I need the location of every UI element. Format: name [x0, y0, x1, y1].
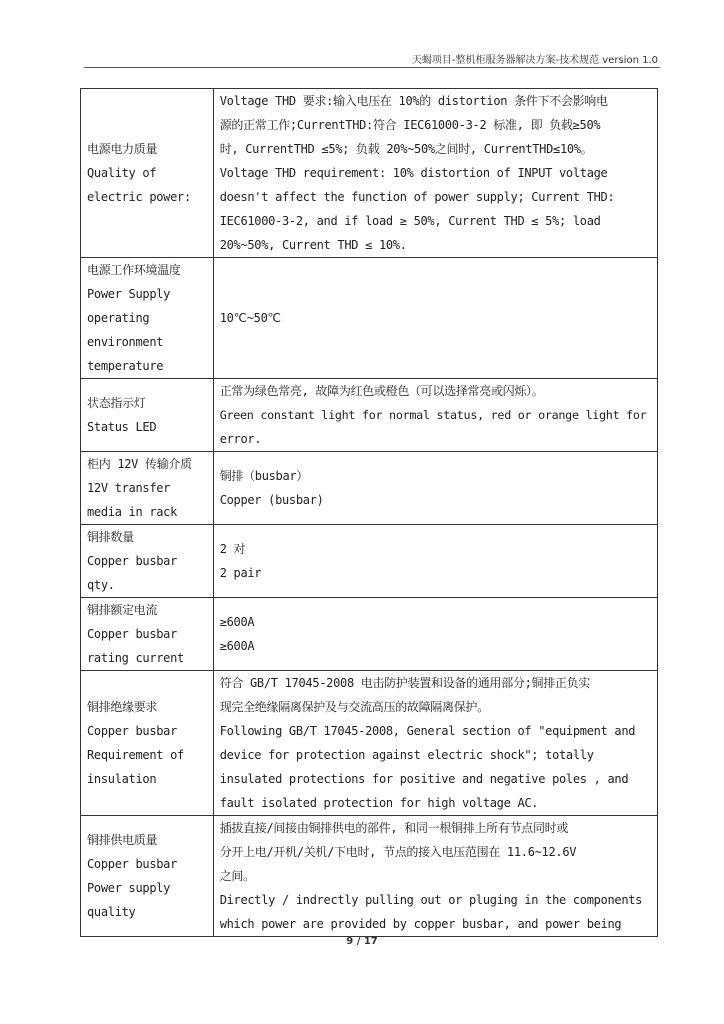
row-label-zh: 电源电力质量 [87, 142, 158, 156]
row-value-line: error. [219, 432, 262, 446]
row-label-en: quality [87, 905, 136, 919]
table-row [81, 816, 658, 937]
table-row [81, 89, 658, 258]
row-value-line: 符合 GB/T 17045-2008 电击防护装置和设备的通用部分;铜排正负实 [219, 676, 591, 690]
row-value-line: 铜排（busbar） [219, 469, 309, 483]
table-row [81, 671, 658, 816]
row-value-line: Voltage THD requirement: 10% distortion of INPUT voltage [219, 166, 608, 180]
row-value-cell [213, 671, 657, 816]
row-label-cell [81, 671, 214, 816]
row-value-line: 之间。 [219, 869, 255, 883]
row-label-en: operating [87, 311, 150, 325]
page-number: 9 / 17 [346, 936, 378, 947]
table-row [81, 258, 658, 379]
row-label-cell [81, 598, 214, 671]
row-label-zh: 铜排额定电流 [87, 603, 158, 617]
spec-table [80, 88, 658, 937]
row-label-zh: 铜排绝缘要求 [87, 700, 158, 714]
row-value-line: Copper (busbar) [219, 493, 324, 507]
row-value-line: 正常为绿色常亮, 故障为红色或橙色（可以选择常亮或闪烁）。 [219, 384, 544, 398]
row-label-cell [81, 89, 214, 258]
row-value-line: 2 对 [219, 542, 246, 556]
row-value-line: Voltage THD 要求:输入电压在 10%的 distortion 条件下不会影响电 [219, 94, 608, 108]
row-label-en: Power Supply [87, 287, 171, 301]
row-label-zh: 电源工作环境温度 [87, 263, 181, 277]
row-value-line: insulated protections for positive and negative poles , and [219, 772, 629, 786]
row-value-line: Following GB/T 17045-2008, General section of "equipment and [219, 724, 636, 738]
row-label-zh: 柜内 12V 传输介质 [87, 457, 192, 471]
row-label-en: temperature [87, 359, 164, 373]
row-label-en: Copper busbar [87, 724, 178, 738]
row-label-en: Power supply [87, 881, 171, 895]
row-value-cell [213, 258, 657, 379]
row-label-en: Copper busbar [87, 554, 178, 568]
row-value-line: 20%~50%, Current THD ≤ 10%. [219, 238, 407, 252]
row-label-en: Requirement of [87, 748, 184, 762]
row-value-cell [213, 816, 657, 937]
table-row [81, 452, 658, 525]
row-value-line: IEC61000-3-2, and if load ≥ 50%, Current THD ≤ 5%; load [219, 214, 601, 228]
row-label-en: qty. [87, 578, 115, 592]
row-value-line: 时, CurrentTHD ≤5%; 负载 20%~50%之间时, CurrentTHD≤10%。 [219, 142, 593, 156]
row-label-en: Quality of [87, 166, 157, 180]
row-value-line: Directly / indrectly pulling out or pluging in the components [219, 893, 643, 907]
row-label-cell [81, 525, 214, 598]
row-value-line: 10℃~50℃ [219, 311, 281, 325]
row-value-cell [213, 452, 657, 525]
row-value-line: ≥600A [219, 615, 255, 629]
row-label-en: rating current [87, 651, 184, 665]
table-row [81, 525, 658, 598]
table-row [81, 379, 658, 452]
header-divider [84, 67, 660, 68]
row-label-en: Copper busbar [87, 627, 178, 641]
row-label-zh: 铜排供电质量 [87, 833, 158, 847]
table-row [81, 598, 658, 671]
row-value-cell [213, 379, 657, 452]
row-value-line: doesn't affect the function of power supply; Current THD: [219, 190, 615, 204]
row-value-cell [213, 525, 657, 598]
row-label-en: Copper busbar [87, 857, 178, 871]
row-value-line: 插拔直接/间接由铜排供电的部件, 和同一根铜排上所有节点同时或 [219, 821, 569, 835]
row-value-line: 2 pair [219, 566, 262, 580]
row-label-cell [81, 452, 214, 525]
row-label-en: 12V transfer [87, 481, 171, 495]
row-label-cell [81, 816, 214, 937]
row-label-cell [81, 258, 214, 379]
row-label-cell [81, 379, 214, 452]
row-value-line: Green constant light for normal status, red or orange light for [219, 408, 647, 422]
row-label-en: insulation [87, 772, 157, 786]
row-value-line: fault isolated protection for high voltage AC. [219, 796, 539, 810]
row-label-zh: 状态指示灯 [87, 396, 146, 410]
row-value-line: ≥600A [219, 639, 255, 653]
row-label-en: electric power: [87, 190, 191, 204]
row-label-zh: 铜排数量 [87, 530, 134, 544]
row-value-line: 现完全绝缘隔离保护及与交流高压的故障隔离保护。 [219, 700, 489, 714]
row-value-line: 源的正常工作;CurrentTHD:符合 IEC61000-3-2 标准, 即 负载≥50% [219, 118, 601, 132]
row-value-cell [213, 598, 657, 671]
row-value-cell [213, 89, 657, 258]
row-value-line: which power are provided by copper busbar, and power being [219, 917, 622, 931]
row-label-en: environment [87, 335, 164, 349]
row-label-en: media in rack [87, 505, 178, 519]
row-value-line: device for protection against electric shock"; totally [219, 748, 594, 762]
document-header-title: 天蝎项目-整机柜服务器解决方案-技术规范 version 1.0 [411, 55, 658, 66]
row-label-en: Status LED [87, 420, 157, 434]
row-value-line: 分开上电/开机/关机/下电时, 节点的接入电压范围在 11.6~12.6V [219, 845, 577, 859]
